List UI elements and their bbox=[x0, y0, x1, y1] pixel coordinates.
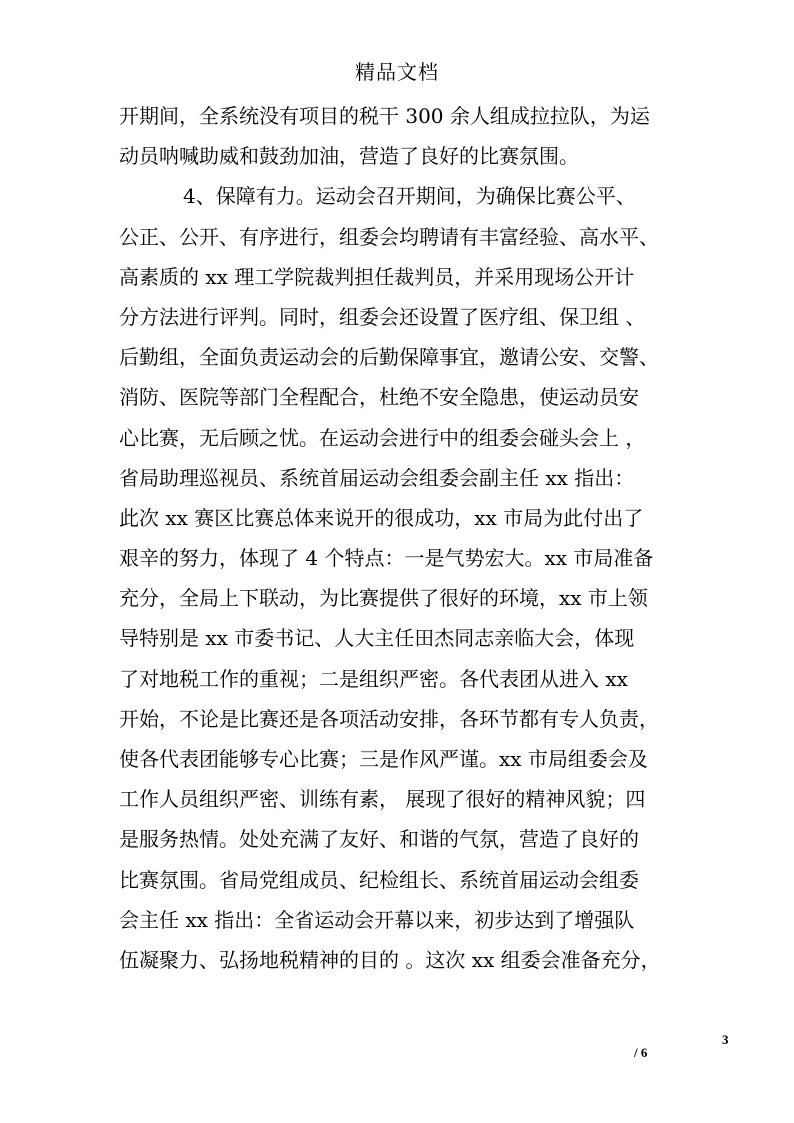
text-line: 消防、医院等部门全程配合，杜绝不安全隐患，使运动员安 bbox=[119, 385, 639, 410]
document-header: 精品文档 bbox=[355, 60, 439, 84]
document-body bbox=[119, 96, 679, 980]
text-line: 艰辛的努力，体现了 4 个特点：一是气势宏大。xx 市局准备 bbox=[119, 546, 654, 571]
text-line: 后勤组，全面负责运动会的后勤保障事宜，邀请公安、交警、 bbox=[119, 345, 659, 370]
text-line: 伍凝聚力、弘扬地税精神的目的 。这次 xx 组委会准备充分， bbox=[119, 947, 661, 972]
text-line: 工作人员组织严密、训练有素， 展现了很好的精神风貌；四 bbox=[119, 787, 646, 812]
text-line: 分方法进行评判。同时，组委会还设置了医疗组、保卫组 、 bbox=[119, 304, 646, 329]
text-line: 使各代表团能够专心比赛；三是作风严谨。xx 市局组委会及 bbox=[119, 747, 648, 771]
text-line: 省局助理巡视员、系统首届运动会组委会副主任 xx 指出： bbox=[119, 465, 635, 490]
text-line: 心比赛，无后顾之忧。在运动会进行中的组委会碰头会上 ， bbox=[119, 425, 646, 450]
text-line: 了对地税工作的重视；二是组织严密。各代表团从进入 xx bbox=[119, 666, 628, 691]
text-line: 开期间，全系统没有项目的税干 300 余人组成拉拉队，为运 bbox=[119, 104, 650, 128]
text-line: 4、保障有力。运动会召开期间，为确保比赛公平、 bbox=[183, 184, 636, 209]
text-line: 是服务热情。处处充满了友好、和谐的气氛，营造了良好的 bbox=[119, 827, 639, 852]
text-line: 开始，不论是比赛还是各项活动安排，各环节都有专人负责， bbox=[119, 706, 659, 731]
text-line: 比赛氛围。省局党组成员、纪检组长、系统首届运动会组委 bbox=[119, 867, 639, 892]
text-line: 充分，全局上下联动，为比赛提供了很好的环境，xx 市上领 bbox=[119, 586, 648, 611]
text-line: 高素质的 xx 理工学院裁判担任裁判员，并采用现场公开计 bbox=[119, 264, 635, 289]
page-total: / 6 bbox=[634, 1045, 648, 1060]
text-line: 会主任 xx 指出：全省运动会开幕以来，初步达到了增强队 bbox=[119, 907, 635, 932]
text-line: 此次 xx 赛区比赛总体来说开的很成功，xx 市局为此付出了 bbox=[119, 505, 644, 530]
text-line: 导特别是 xx 市委书记、人大主任田杰同志亲临大会，体现 bbox=[119, 626, 635, 651]
text-line: 公正、公开、有序进行，组委会均聘请有丰富经验、高水平、 bbox=[119, 224, 659, 249]
text-line: 动员呐喊助威和鼓劲加油，营造了良好的比赛氛围。 bbox=[119, 144, 579, 169]
page-number: 3 bbox=[722, 1032, 729, 1047]
